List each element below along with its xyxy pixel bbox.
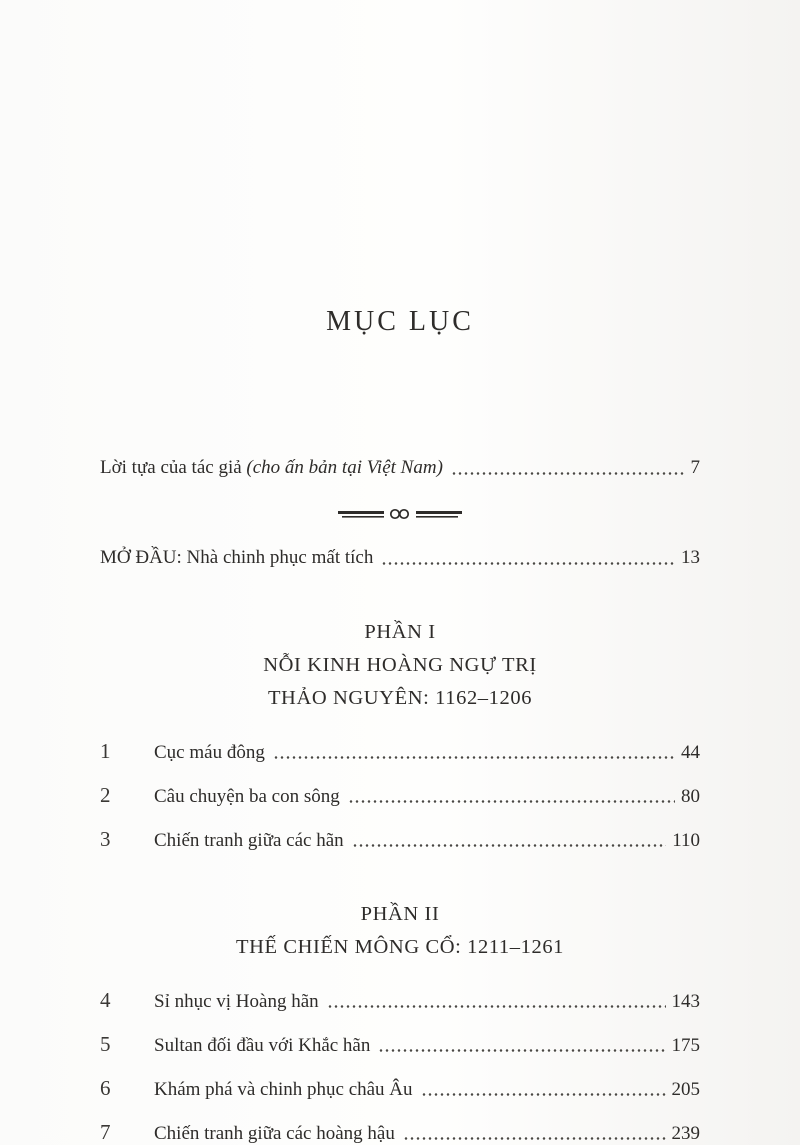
chapter-number: 1 [100,738,111,763]
toc-entry-title [100,456,443,480]
chapter-row [100,739,700,764]
page-number: 7 [690,457,700,478]
preface-title-italic-text: (cho ấn bản tại Việt Nam) [246,457,443,478]
page-number: 175 [671,1034,700,1056]
dot-leader [348,800,675,803]
dot-leader [451,472,685,475]
dot-leader [273,756,675,759]
section-divider [100,506,700,522]
dot-leader [421,1093,666,1096]
toc-page [100,0,700,1145]
page-number: 143 [671,990,700,1012]
toc-entry-title: MỞ ĐẦU: Nhà chinh phục mất tích [100,546,374,568]
chapter-number: 6 [100,1075,111,1100]
dot-leader [381,562,675,565]
chapter-number: 5 [100,1031,111,1056]
chapter-row [100,1120,700,1145]
chapter-title: Cục máu đông [154,741,265,763]
part-heading-line: PHẦN I [364,620,436,643]
dot-leader [327,1005,666,1008]
chapter-row [100,1032,700,1057]
page-number: 13 [681,546,700,568]
page-number: 110 [672,829,700,851]
front-matter-section [100,456,700,570]
page-number: 239 [671,1122,700,1144]
chapter-title: Khám phá và chinh phục châu Âu [154,1078,413,1100]
dot-leader [352,844,667,847]
dot-leader [403,1137,666,1140]
part-heading-line: NỖI KINH HOÀNG NGỰ TRỊ [263,653,537,676]
chapter-title: Câu chuyện ba con sông [154,785,340,807]
chapter-number: 7 [100,1119,111,1144]
part-heading-line: PHẦN II [360,902,440,925]
chapter-number: 3 [100,826,111,851]
page-title: MỤC LỤC [326,306,474,337]
page-number: 205 [671,1078,700,1100]
part-heading [100,898,700,964]
part-section-1 [100,616,700,852]
preface-title-text: Lời tựa của tác giả [100,457,247,478]
chapter-list [100,739,700,852]
chapter-number: 4 [100,987,111,1012]
chapter-row [100,988,700,1013]
part-heading-line: THẾ CHIẾN MÔNG CỔ: 1211–1261 [235,935,565,958]
chapter-row [100,783,700,808]
toc-entry-intro [100,546,700,570]
part-heading [100,616,700,715]
chapter-row [100,827,700,852]
part-heading-line: THẢO NGUYÊN: 1162–1206 [267,686,533,709]
chapter-title: Sultan đối đầu với Khắc hãn [154,1034,371,1056]
part-section-2 [100,898,700,1145]
chapter-title: Chiến tranh giữa các hoàng hậu [154,1122,395,1144]
page-number: 44 [681,741,700,763]
chapter-number: 2 [100,782,111,807]
toc-entry-preface [100,456,700,480]
chapter-list [100,988,700,1145]
divider-ornament-icon [338,506,462,522]
dot-leader [378,1049,665,1052]
chapter-title: Sỉ nhục vị Hoàng hãn [154,990,319,1012]
chapter-title: Chiến tranh giữa các hãn [154,829,344,851]
chapter-row [100,1076,700,1101]
page-number: 80 [681,785,700,807]
